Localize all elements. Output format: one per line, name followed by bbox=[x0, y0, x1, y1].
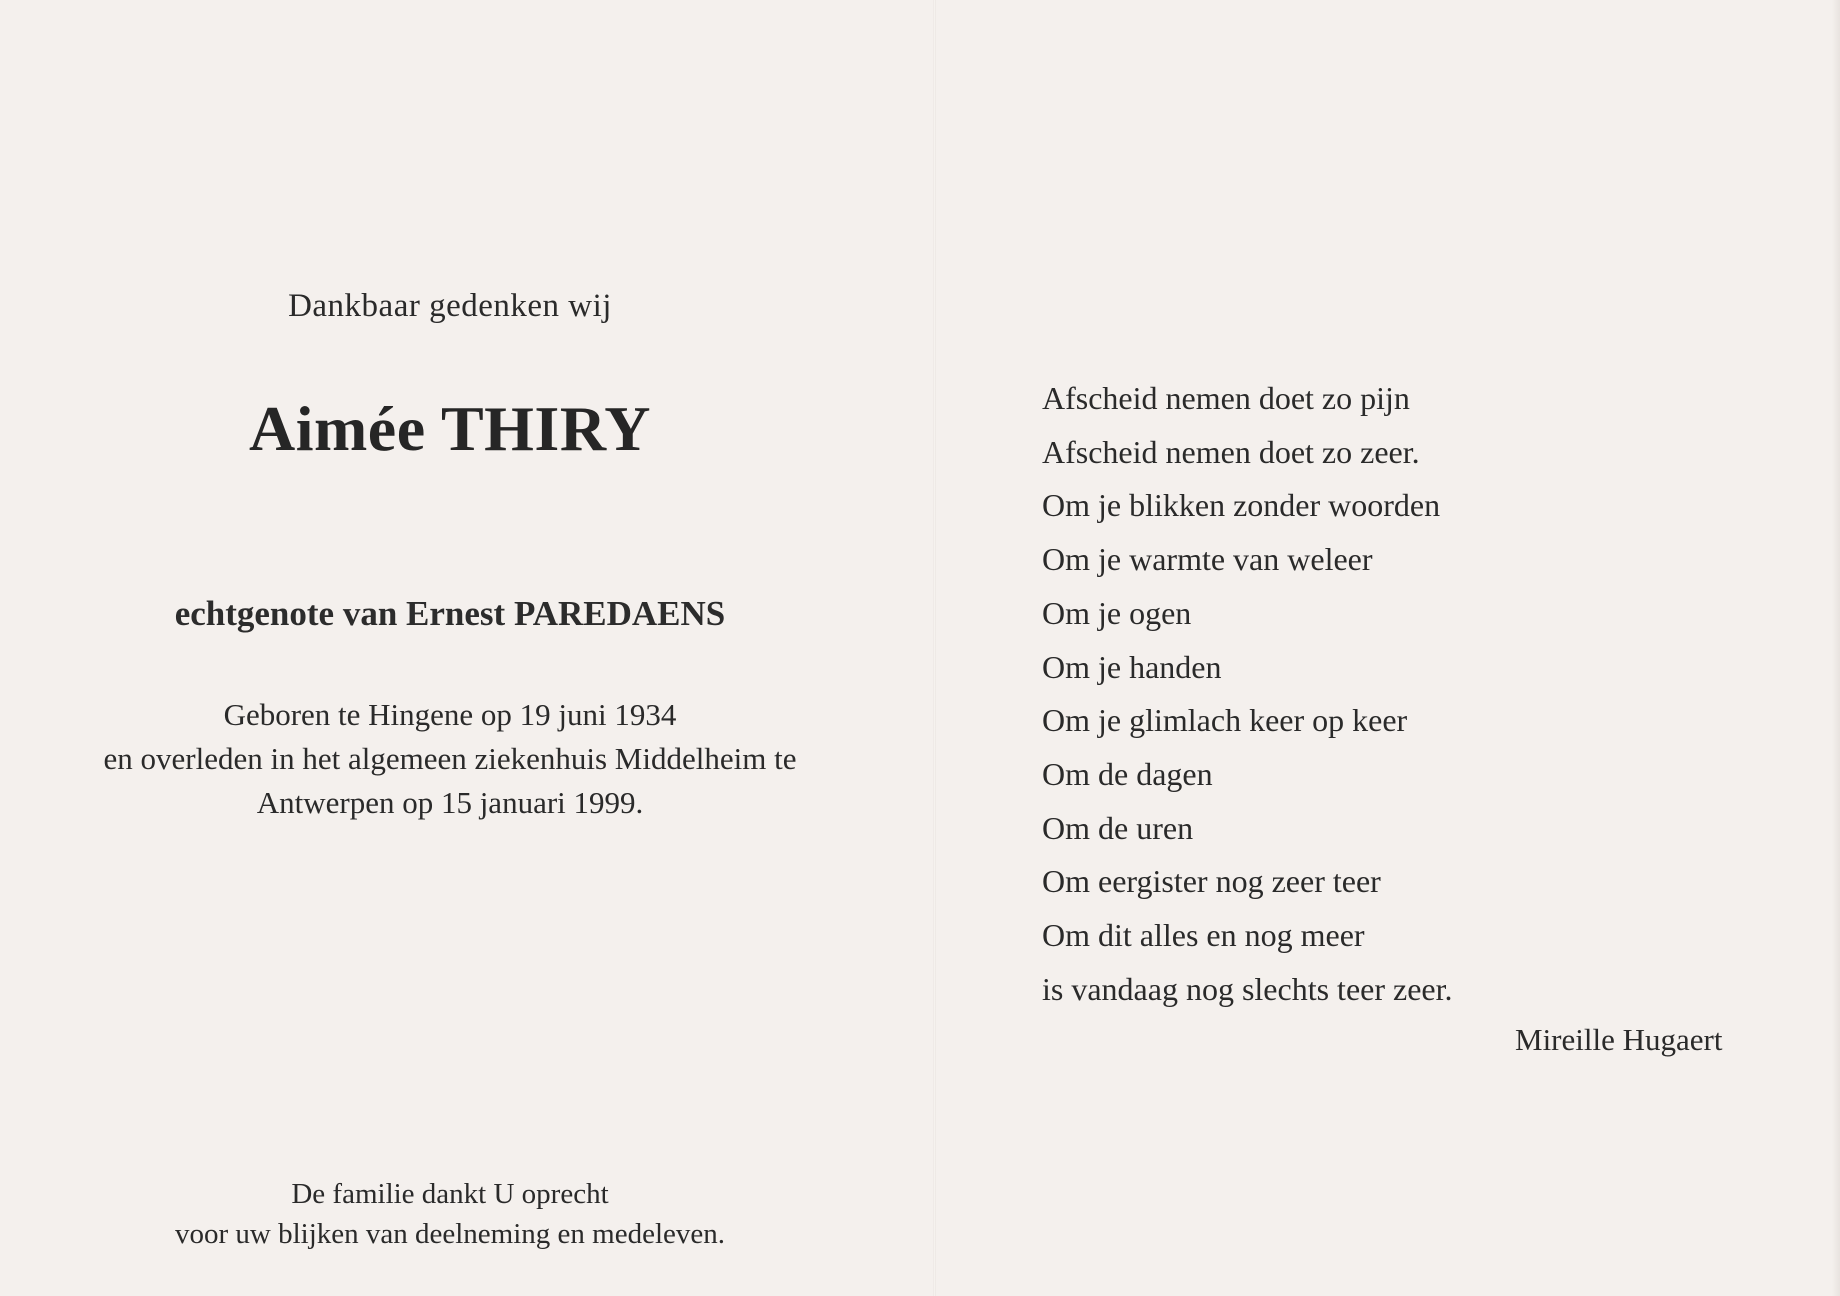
intro-text: Dankbaar gedenken wij bbox=[288, 288, 612, 324]
poem-line: Afscheid nemen doet zo pijn bbox=[1042, 380, 1410, 416]
poem-line: Om je blikken zonder woorden bbox=[1042, 487, 1441, 524]
family-thanks bbox=[0, 1174, 900, 1254]
poem-line: Om dit alles en nog meer bbox=[1042, 917, 1365, 954]
poem-line: Om je glimlach keer op keer bbox=[1042, 702, 1408, 739]
poem-line: Om je ogen bbox=[1042, 594, 1192, 631]
poem-line: Om je handen bbox=[1042, 648, 1222, 685]
poem-line: Om de dagen bbox=[1042, 755, 1213, 792]
poem-author: Mireille Hugaert bbox=[1515, 1022, 1723, 1057]
card-edge bbox=[1832, 0, 1840, 1296]
left-panel bbox=[0, 0, 900, 1296]
poem-line: Afscheid nemen doet zo zeer. bbox=[1042, 433, 1420, 470]
poem-line: Om eergister nog zeer teer bbox=[1042, 863, 1381, 900]
deceased-name: Aimée THIRY bbox=[248, 393, 652, 464]
detail-line: Antwerpen op 15 januari 1999. bbox=[256, 785, 644, 820]
thanks-line: De familie dankt U oprecht bbox=[291, 1178, 609, 1210]
detail-line: Geboren te Hingene op 19 juni 1934 bbox=[223, 697, 677, 732]
spouse-line: echtgenote van Ernest PAREDAENS bbox=[174, 594, 726, 633]
detail-line: en overleden in het algemeen ziekenhuis Middelheim te bbox=[103, 741, 797, 776]
poem-line: Om je warmte van weleer bbox=[1042, 541, 1373, 578]
life-details bbox=[0, 693, 900, 825]
poem bbox=[1042, 372, 1453, 1016]
poem-line: is vandaag nog slechts teer zeer. bbox=[1042, 970, 1453, 1007]
thanks-line: voor uw blijken van deelneming en medeleven. bbox=[174, 1218, 726, 1250]
card-fold bbox=[933, 0, 936, 1296]
poem-line: Om de uren bbox=[1042, 809, 1194, 846]
